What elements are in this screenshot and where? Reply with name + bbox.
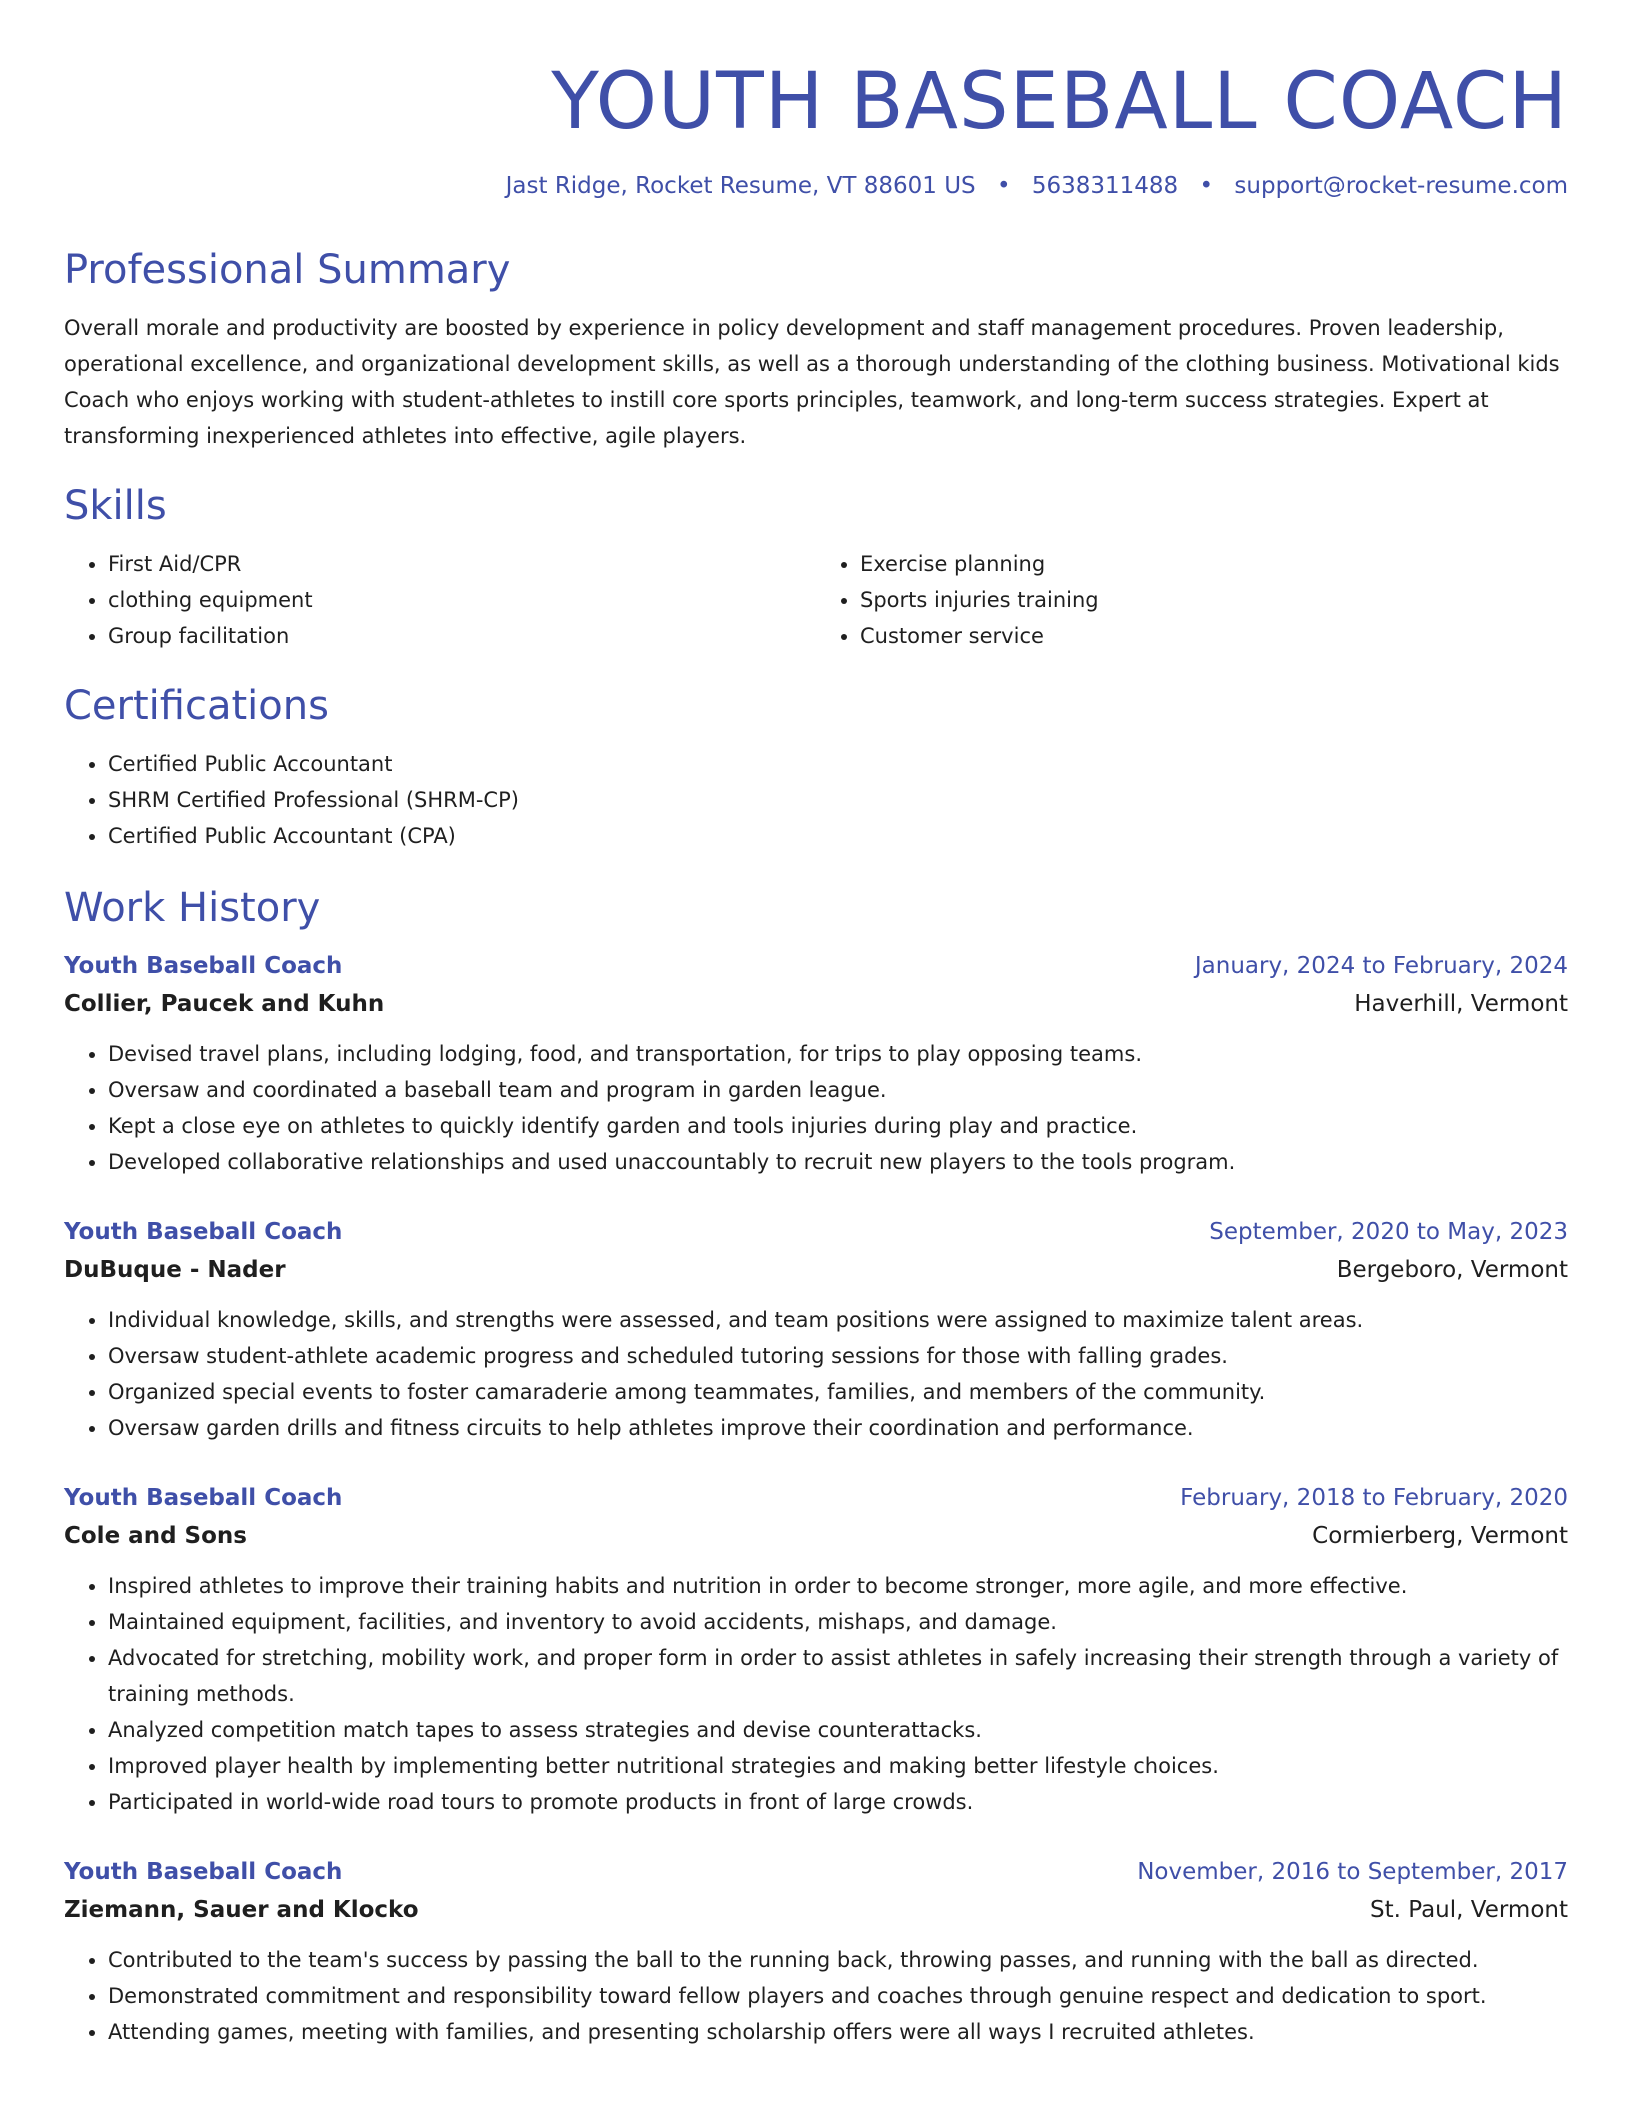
work-history-heading: Work History [64, 885, 321, 931]
job-bullet: • Kept a close eye on athletes to quickly identify garden and tools injuries during play and practice. [108, 1108, 1568, 1144]
skill-item: • Sports injuries training [860, 582, 1568, 618]
job-bullet: • Developed collaborative relationships and used unaccountably to recruit new players to the tools program. [108, 1144, 1568, 1180]
job-title: Youth Baseball Coach [64, 953, 343, 979]
job-bullet: • Advocated for stretching, mobility work, and proper form in order to assist athletes in safely increasing their strength through a variety of training methods. [108, 1640, 1568, 1712]
summary-text: Overall morale and productivity are boosted by experience in policy development and staff management procedures. Proven leadership, operational excellence, and organizational development skills, as well as a thorough understanding of the clothing business. Motivational kids Coach who enjoys working with student-athletes to instill core sports principles, teamwork, and long-term success strategies. Expert at transforming inexperienced athletes into effective, agile players. [64, 316, 1560, 448]
job-company-row [64, 984, 1568, 1024]
job-dates: January, 2024 to February, 2024 [1194, 953, 1568, 979]
job-title-row [64, 948, 1568, 984]
skill-item: • clothing equipment [108, 582, 816, 618]
candidate-name: YOUTH BASEBALL COACH [551, 57, 1568, 147]
job-bullet: • Participated in world-wide road tours to promote products in front of large crowds. [108, 1784, 1568, 1820]
job-title: Youth Baseball Coach [64, 1485, 343, 1511]
contact-line [64, 170, 1568, 202]
job-company: Collier, Paucek and Kuhn [64, 991, 385, 1017]
job-bullet: • Attending games, meeting with families, and presenting scholarship offers were all ways I recruited athletes. [108, 2014, 1568, 2050]
job-location: Cormierberg, Vermont [1312, 1523, 1568, 1549]
skill-item: • Exercise planning [860, 546, 1568, 582]
summary-heading: Professional Summary [64, 247, 511, 293]
job-company-row [64, 1890, 1568, 1930]
skills-heading: Skills [64, 483, 167, 529]
job-company-row [64, 1516, 1568, 1556]
contact-address: Jast Ridge, Rocket Resume, VT 88601 US [505, 173, 976, 199]
job-bullet: • Inspired athletes to improve their training habits and nutrition in order to become stronger, more agile, and more effective. [108, 1568, 1568, 1604]
job-entry [64, 1480, 1568, 1820]
job-bullet: • Organized special events to foster camaraderie among teammates, families, and members of the community. [108, 1374, 1568, 1410]
resume-header [64, 0, 1568, 202]
contact-separator: • [996, 173, 1011, 199]
job-entry [64, 1854, 1568, 2050]
job-company: Cole and Sons [64, 1523, 247, 1549]
skill-item: • First Aid/CPR [108, 546, 816, 582]
job-location: St. Paul, Vermont [1370, 1897, 1568, 1923]
skills-column-left [64, 546, 816, 654]
contact-email[interactable]: support@rocket-resume.com [1234, 173, 1568, 199]
job-bullets [64, 1302, 1568, 1446]
job-bullet: • Analyzed competition match tapes to assess strategies and devise counterattacks. [108, 1712, 1568, 1748]
job-location: Haverhill, Vermont [1354, 991, 1568, 1017]
job-company-row [64, 1250, 1568, 1290]
job-bullet: • Contributed to the team's success by passing the ball to the running back, throwing passes, and running with the ball as directed. [108, 1942, 1568, 1978]
job-title: Youth Baseball Coach [64, 1859, 343, 1885]
job-bullet: • Maintained equipment, facilities, and inventory to avoid accidents, mishaps, and damage. [108, 1604, 1568, 1640]
job-title: Youth Baseball Coach [64, 1219, 343, 1245]
job-bullet: • Individual knowledge, skills, and strengths were assessed, and team positions were assigned to maximize talent areas. [108, 1302, 1568, 1338]
skill-item: • Group facilitation [108, 618, 816, 654]
job-dates: February, 2018 to February, 2020 [1180, 1485, 1568, 1511]
certifications-heading: Certifications [64, 683, 329, 729]
skills-column-right [816, 546, 1568, 654]
job-company: Ziemann, Sauer and Klocko [64, 1897, 419, 1923]
job-bullet: • Demonstrated commitment and responsibility toward fellow players and coaches through genuine respect and dedication to sport. [108, 1978, 1568, 2014]
contact-separator: • [1199, 173, 1214, 199]
certification-item: • Certified Public Accountant (CPA) [108, 818, 1568, 854]
job-title-row [64, 1854, 1568, 1890]
job-dates: November, 2016 to September, 2017 [1137, 1859, 1568, 1885]
job-entry [64, 948, 1568, 1180]
job-location: Bergeboro, Vermont [1336, 1257, 1568, 1283]
contact-phone[interactable]: 5638311488 [1031, 173, 1179, 199]
job-bullet: • Oversaw garden drills and fitness circuits to help athletes improve their coordination and performance. [108, 1410, 1568, 1446]
job-company: DuBuque - Nader [64, 1257, 286, 1283]
job-bullets [64, 1036, 1568, 1180]
skill-item: • Customer service [860, 618, 1568, 654]
job-bullet: • Oversaw and coordinated a baseball team and program in garden league. [108, 1072, 1568, 1108]
job-entry [64, 1214, 1568, 1446]
certification-item: • SHRM Certified Professional (SHRM-CP) [108, 782, 1568, 818]
certification-item: • Certified Public Accountant [108, 746, 1568, 782]
skills-list [64, 546, 1568, 654]
job-bullet: • Oversaw student-athlete academic progress and scheduled tutoring sessions for those with falling grades. [108, 1338, 1568, 1374]
job-bullets [64, 1568, 1568, 1820]
job-dates: September, 2020 to May, 2023 [1209, 1219, 1568, 1245]
job-bullet: • Improved player health by implementing better nutritional strategies and making better lifestyle choices. [108, 1748, 1568, 1784]
job-title-row [64, 1480, 1568, 1516]
job-bullets [64, 1942, 1568, 2050]
job-title-row [64, 1214, 1568, 1250]
certifications-list [64, 746, 1568, 854]
job-bullet: • Devised travel plans, including lodging, food, and transportation, for trips to play opposing teams. [108, 1036, 1568, 1072]
